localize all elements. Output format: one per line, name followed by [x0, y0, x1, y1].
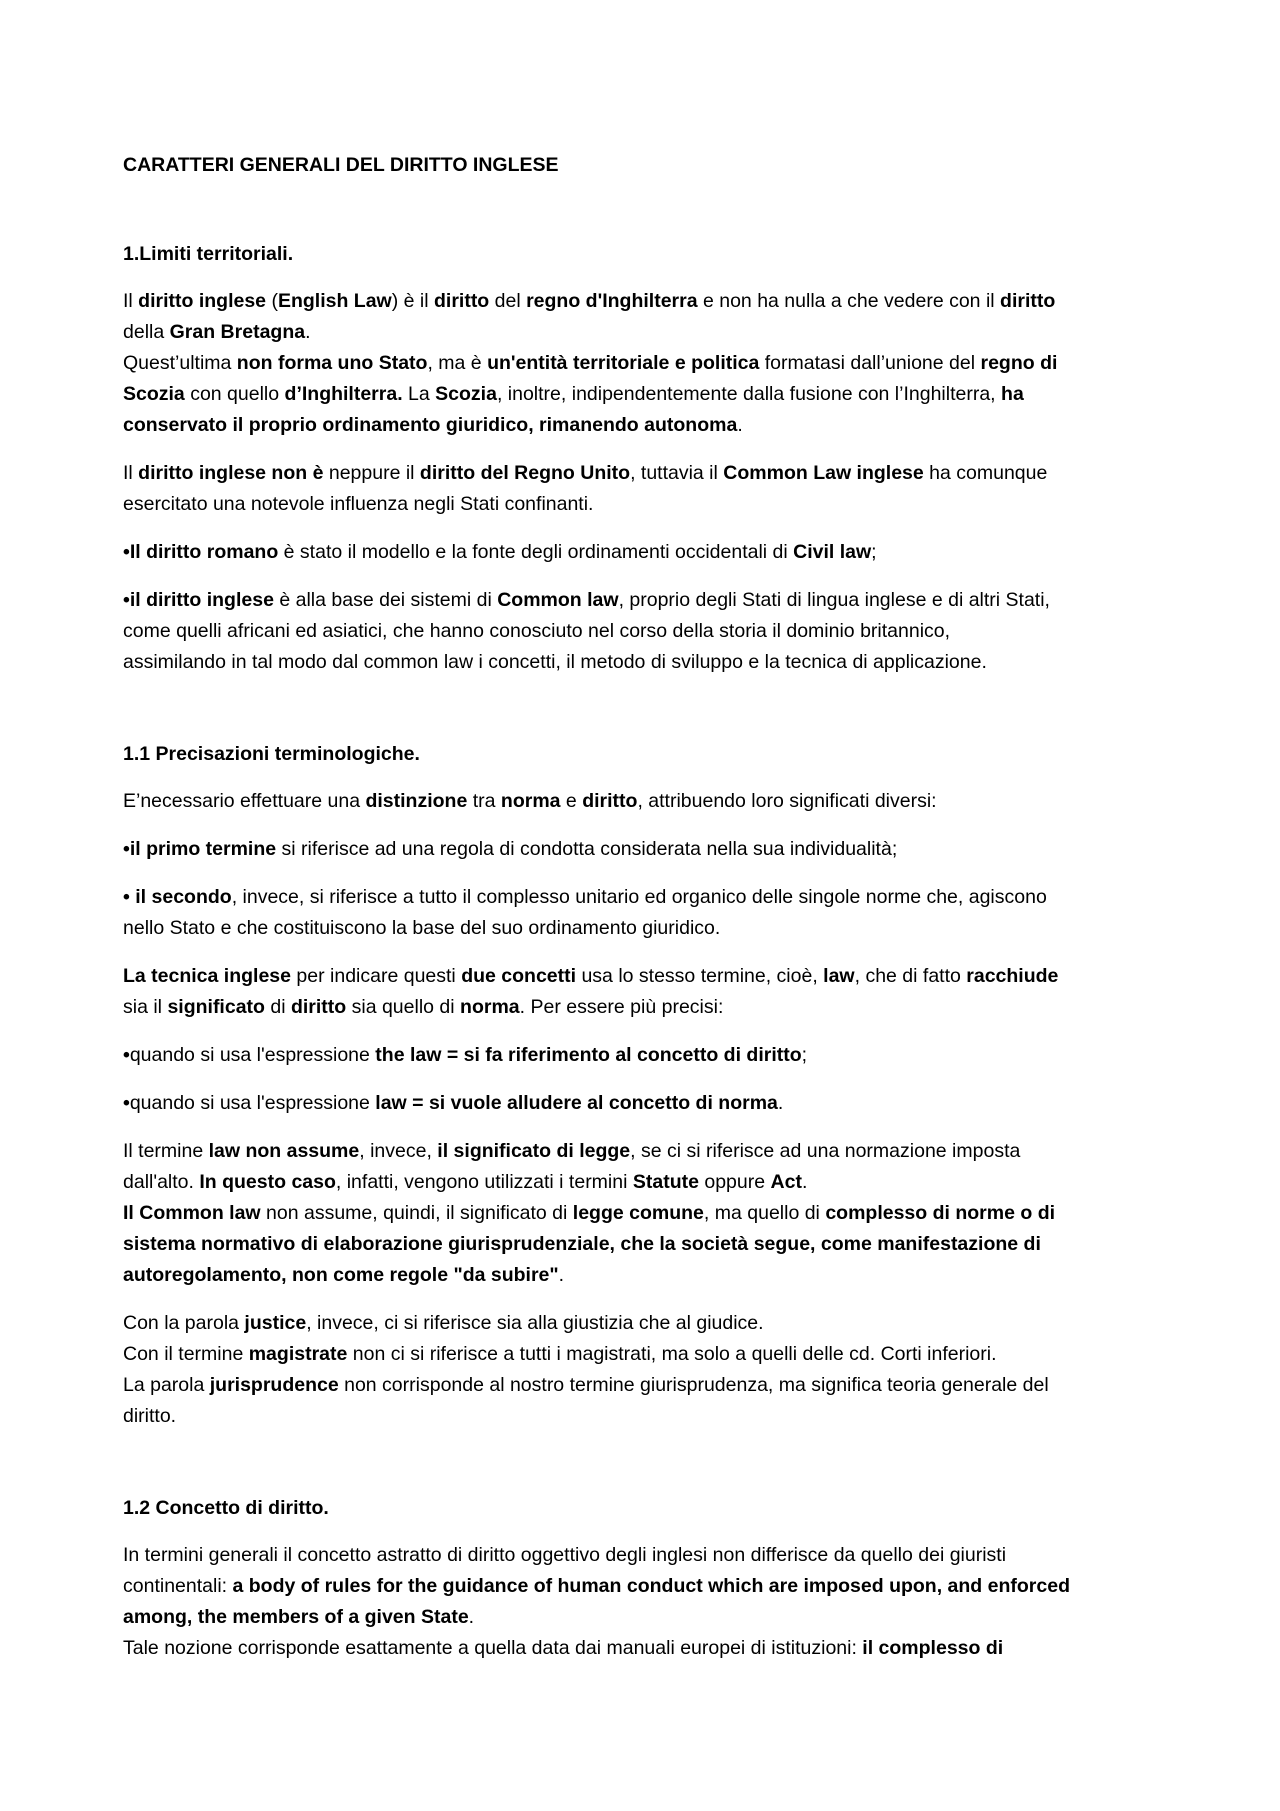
bold-text-run: English Law — [277, 290, 392, 312]
bold-text-run: d’Inghilterra. — [284, 383, 403, 405]
bold-text-run: the law = si fa riferimento al concetto di diritto — [375, 1044, 802, 1066]
bold-text-run: diritto — [582, 790, 638, 812]
bold-text-run: il significato di legge — [437, 1140, 631, 1162]
text-run: con quello — [184, 383, 285, 405]
text-line — [123, 458, 1163, 489]
text-run: ) è il — [391, 290, 434, 312]
bold-text-run: justice — [244, 1312, 307, 1334]
bold-text-run: Civil law — [793, 541, 872, 563]
bold-text-run: law = si vuole alludere al concetto di norma — [375, 1092, 778, 1114]
text-run: La — [402, 383, 436, 405]
text-run: e — [560, 790, 583, 812]
text-line — [123, 882, 1163, 913]
paragraph — [123, 537, 1163, 568]
section-heading — [123, 1493, 1163, 1524]
section-heading — [123, 239, 1163, 270]
bold-text-run: Scozia — [435, 383, 497, 405]
text-line — [123, 834, 1163, 865]
bold-text-run: diritto inglese non è — [138, 462, 324, 484]
text-run: , invece, — [359, 1140, 438, 1162]
bold-text-run: Common law — [497, 589, 619, 611]
text-line — [123, 1633, 1163, 1664]
text-line — [123, 1040, 1163, 1071]
bold-text-run: regno d'Inghilterra — [526, 290, 698, 312]
text-line — [123, 489, 1163, 520]
bold-text-run: • — [123, 1092, 130, 1114]
text-run: come quelli africani ed asiatici, che hanno conosciuto nel corso della storia il dominio britannico, — [123, 620, 951, 642]
text-run: . — [777, 1092, 784, 1114]
section-spacer — [123, 1449, 1163, 1493]
bold-text-run: Common Law inglese — [723, 462, 924, 484]
paragraph — [123, 786, 1163, 817]
paragraph — [123, 834, 1163, 865]
text-run: quando si usa l'espressione — [129, 1044, 376, 1066]
bold-text-run: distinzione — [365, 790, 468, 812]
bold-text-run: legge comune — [572, 1202, 704, 1224]
bold-text-run: a body of rules for the guidance of human conduct which are imposed upon, and enforced — [232, 1575, 1070, 1597]
text-line — [123, 537, 1163, 568]
text-run: Quest’ultima — [123, 352, 237, 374]
text-run: sia quello di — [346, 996, 461, 1018]
bold-text-run: •il diritto inglese — [123, 589, 274, 611]
paragraph — [123, 458, 1163, 520]
bold-text-run: Act — [770, 1171, 802, 1193]
document-title: CARATTERI GENERALI DEL DIRITTO INGLESE — [123, 154, 559, 176]
paragraph — [123, 585, 1163, 678]
paragraph — [123, 961, 1163, 1023]
bold-text-run: regno di — [980, 352, 1058, 374]
text-run: per indicare questi — [291, 965, 462, 987]
text-run: ha comunque — [923, 462, 1048, 484]
bold-text-run: sistema normativo di elaborazione giurisprudenziale, che la società segue, come manifestazione di — [123, 1233, 1041, 1255]
text-run: . Per essere più precisi: — [519, 996, 724, 1018]
bold-text-run: norma — [500, 790, 561, 812]
text-run: . — [468, 1606, 475, 1628]
text-line — [123, 647, 1163, 678]
text-run: . — [801, 1171, 808, 1193]
paragraph — [123, 1540, 1163, 1664]
text-run: e non ha nulla a che vedere con il — [697, 290, 1001, 312]
text-run: usa lo stesso termine, cioè, — [576, 965, 824, 987]
bold-text-run: Scozia — [123, 383, 185, 405]
bold-text-run: magistrate — [248, 1343, 348, 1365]
text-line — [123, 1198, 1163, 1229]
text-run: , ma quello di — [703, 1202, 826, 1224]
text-run: , se ci si riferisce ad una normazione imposta — [630, 1140, 1021, 1162]
text-run: E’necessario effettuare una — [123, 790, 366, 812]
text-line — [123, 585, 1163, 616]
text-line — [123, 317, 1163, 348]
bold-text-run: diritto inglese — [138, 290, 267, 312]
text-line — [123, 1136, 1163, 1167]
bold-text-run: among, the members of a given State — [123, 1606, 469, 1628]
text-run: Con il termine — [123, 1343, 249, 1365]
text-line — [123, 913, 1163, 944]
text-line — [123, 1370, 1163, 1401]
text-run: neppure il — [323, 462, 420, 484]
paragraph — [123, 882, 1163, 944]
text-line — [123, 379, 1163, 410]
bold-text-run: Il Common law — [123, 1202, 261, 1224]
text-run: si riferisce ad una regola di condotta considerata nella sua individualità; — [276, 838, 898, 860]
section-heading — [123, 739, 1163, 770]
bold-text-run: law non assume — [208, 1140, 360, 1162]
text-line — [123, 410, 1163, 441]
bold-text-run: il complesso di — [862, 1637, 1004, 1659]
bold-text-run: norma — [460, 996, 520, 1018]
bold-text-run: complesso di norme o di — [825, 1202, 1056, 1224]
text-run: formatasi dall’unione del — [759, 352, 981, 374]
bold-text-run: ha — [1001, 383, 1024, 405]
bold-text-run: La tecnica inglese — [123, 965, 291, 987]
text-run: , tuttavia il — [630, 462, 724, 484]
text-run: dall'alto. — [123, 1171, 200, 1193]
bold-text-run: un'entità territoriale e politica — [487, 352, 760, 374]
bold-text-run: racchiude — [966, 965, 1059, 987]
text-run: , invece, ci si riferisce sia alla giustizia che al giudice. — [306, 1312, 764, 1334]
text-run: ( — [266, 290, 278, 312]
text-line — [123, 286, 1163, 317]
paragraph — [123, 286, 1163, 441]
text-line — [123, 992, 1163, 1023]
text-run: quando si usa l'espressione — [129, 1092, 376, 1114]
text-run: continentali: — [123, 1575, 233, 1597]
document-page — [123, 150, 1163, 1681]
text-line — [123, 786, 1163, 817]
text-run: Tale nozione corrisponde esattamente a quella data dai manuali europei di istituzioni: — [123, 1637, 863, 1659]
text-run: oppure — [698, 1171, 771, 1193]
bold-text-run: 1.Limiti territoriali. — [123, 243, 294, 265]
bold-text-run: Gran Bretagna — [169, 321, 306, 343]
paragraph — [123, 1040, 1163, 1071]
text-line — [123, 1167, 1163, 1198]
bold-text-run: 1.1 Precisazioni terminologiche — [123, 743, 415, 765]
text-run: . — [737, 414, 743, 436]
text-run: . — [558, 1264, 565, 1286]
text-line — [123, 1229, 1163, 1260]
text-run: tra — [467, 790, 501, 812]
text-run: nello Stato e che costituiscono la base del suo ordinamento giuridico. — [123, 917, 721, 939]
text-run: , invece, si riferisce a tutto il complesso unitario ed organico delle singole norme che, agiscono — [231, 886, 1047, 908]
text-run: , proprio degli Stati di lingua inglese e di altri Stati, — [618, 589, 1050, 611]
text-line — [123, 1602, 1163, 1633]
text-line — [123, 1260, 1163, 1291]
text-run: La parola — [123, 1374, 210, 1396]
text-line — [123, 1571, 1163, 1602]
text-run: . — [305, 321, 311, 343]
bold-text-run: In questo caso — [199, 1171, 336, 1193]
bold-text-run: significato — [167, 996, 265, 1018]
text-run: assimilando in tal modo dal common law i concetti, il metodo di sviluppo e la tecnica di applicazione. — [123, 651, 987, 673]
paragraph — [123, 1308, 1163, 1432]
section-spacer — [123, 695, 1163, 739]
text-run: non ci si riferisce a tutti i magistrati, ma solo a quelli delle cd. Corti inferiori. — [347, 1343, 997, 1365]
bold-text-run: diritto del Regno Unito — [419, 462, 631, 484]
text-line — [123, 1088, 1163, 1119]
bold-text-run: diritto — [290, 996, 347, 1018]
text-run: Il termine — [123, 1140, 209, 1162]
bold-text-run: diritto — [433, 290, 490, 312]
text-run: della — [123, 321, 170, 343]
text-run: ; — [801, 1044, 808, 1066]
text-line — [123, 616, 1163, 647]
text-run: non corrisponde al nostro termine giurisprudenza, ma significa teoria generale del — [338, 1374, 1049, 1396]
text-run: è stato il modello e la fonte degli ordinamenti occidentali di — [278, 541, 794, 563]
text-run: Con la parola — [123, 1312, 245, 1334]
bold-text-run: •il primo termine — [123, 838, 277, 860]
text-run: , inoltre, indipendentemente dalla fusione con l’Inghilterra, — [496, 383, 1002, 405]
text-run: esercitato una notevole influenza negli Stati confinanti. — [123, 493, 594, 515]
bold-text-run: 1.2 Concetto di diritto. — [123, 1497, 329, 1519]
text-run: del — [489, 290, 527, 312]
text-line — [123, 1339, 1163, 1370]
bold-text-run: • — [123, 1044, 130, 1066]
bold-text-run: jurisprudence — [209, 1374, 339, 1396]
text-line — [123, 1308, 1163, 1339]
text-run: di — [264, 996, 291, 1018]
bold-text-run: diritto — [1000, 290, 1056, 312]
text-run: , attribuendo loro significati diversi: — [637, 790, 937, 812]
paragraph — [123, 1136, 1163, 1291]
text-run: sia il — [123, 996, 168, 1018]
bold-text-run: conservato il proprio ordinamento giuridico, rimanendo autonoma — [123, 414, 738, 436]
bold-text-run: autoregolamento, non come regole "da subire" — [123, 1264, 559, 1286]
bold-text-run: non forma uno Stato — [236, 352, 428, 374]
text-run: Il — [123, 290, 139, 312]
bold-text-run: due concetti — [461, 965, 577, 987]
text-run: è alla base dei sistemi di — [273, 589, 498, 611]
bold-text-run: •Il diritto romano — [123, 541, 279, 563]
text-run: , che di fatto — [854, 965, 967, 987]
text-run: . — [414, 743, 420, 765]
document-body — [123, 239, 1163, 1664]
text-line — [123, 961, 1163, 992]
paragraph — [123, 1088, 1163, 1119]
text-run: ; — [871, 541, 877, 563]
text-line — [123, 1401, 1163, 1432]
bold-text-run: law — [823, 965, 855, 987]
bold-text-run: Statute — [632, 1171, 699, 1193]
text-run: Il — [123, 462, 139, 484]
text-run: non assume, quindi, il significato di — [260, 1202, 573, 1224]
text-run: In termini generali il concetto astratto di diritto oggettivo degli inglesi non differisce da quello dei giuristi — [123, 1544, 1007, 1566]
text-run: , ma è — [427, 352, 488, 374]
text-line — [123, 348, 1163, 379]
text-run: diritto. — [123, 1405, 177, 1427]
text-run: , infatti, vengono utilizzati i termini — [335, 1171, 633, 1193]
text-line — [123, 1540, 1163, 1571]
bold-text-run: • il secondo — [123, 886, 232, 908]
